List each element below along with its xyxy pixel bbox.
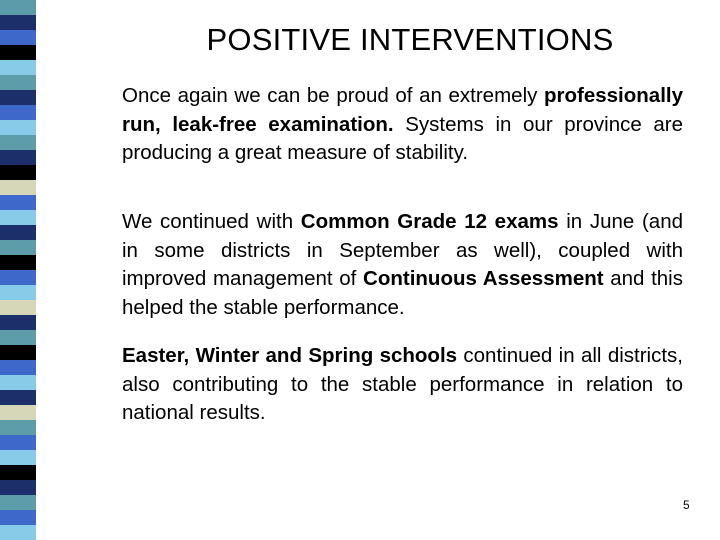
stripe-block: [0, 300, 36, 315]
stripe-block: [0, 225, 36, 240]
stripe-block: [0, 315, 36, 330]
stripe-block: [0, 120, 36, 135]
paragraph-text: Systems in our province are producing a great measure of stability.: [122, 112, 683, 164]
stripe-block: [0, 180, 36, 195]
stripe-block: [0, 255, 36, 270]
stripe-block: [0, 75, 36, 90]
stripe-block: [0, 150, 36, 165]
paragraph-text: We continued with: [122, 210, 301, 233]
paragraph-holiday-schools: [122, 342, 683, 428]
stripe-block: [0, 375, 36, 390]
slide-title: POSITIVE INTERVENTIONS: [206, 22, 614, 57]
stripe-block: [0, 510, 36, 525]
decorative-stripe: [0, 0, 36, 540]
stripe-block: [0, 495, 36, 510]
stripe-block: [0, 135, 36, 150]
paragraph-emphasis: professionally run, leak-free examination.: [122, 84, 683, 136]
stripe-block: [0, 15, 36, 30]
stripe-block: [0, 195, 36, 210]
stripe-block: [0, 240, 36, 255]
stripe-block: [0, 210, 36, 225]
paragraph-emphasis: Continuous Assessment: [363, 267, 604, 290]
stripe-block: [0, 45, 36, 60]
stripe-block: [0, 435, 36, 450]
stripe-block: [0, 30, 36, 45]
stripe-block: [0, 465, 36, 480]
stripe-block: [0, 525, 36, 540]
stripe-block: [0, 480, 36, 495]
stripe-block: [0, 405, 36, 420]
stripe-block: [0, 165, 36, 180]
stripe-block: [0, 270, 36, 285]
stripe-block: [0, 360, 36, 375]
paragraph-text: continued in all districts, also contributing to the stable performance in relation to national results.: [122, 344, 683, 424]
page-number: 5: [683, 498, 690, 512]
paragraph-text: Once again we can be proud of an extremely: [122, 84, 544, 107]
stripe-block: [0, 90, 36, 105]
stripe-block: [0, 450, 36, 465]
stripe-block: [0, 105, 36, 120]
paragraph-exam-integrity: [122, 82, 683, 168]
stripe-block: [0, 0, 36, 15]
stripe-block: [0, 345, 36, 360]
stripe-block: [0, 420, 36, 435]
stripe-block: [0, 390, 36, 405]
paragraph-text: in June (and in some districts in September as well), coupled with improved management of: [122, 210, 683, 290]
stripe-block: [0, 330, 36, 345]
paragraph-common-exams: [122, 208, 683, 322]
paragraph-emphasis: Common Grade 12 exams: [300, 210, 559, 233]
paragraph-emphasis: Easter, Winter and Spring schools: [122, 344, 458, 367]
paragraph-text: and this helped the stable performance.: [122, 267, 683, 319]
stripe-block: [0, 285, 36, 300]
stripe-block: [0, 60, 36, 75]
